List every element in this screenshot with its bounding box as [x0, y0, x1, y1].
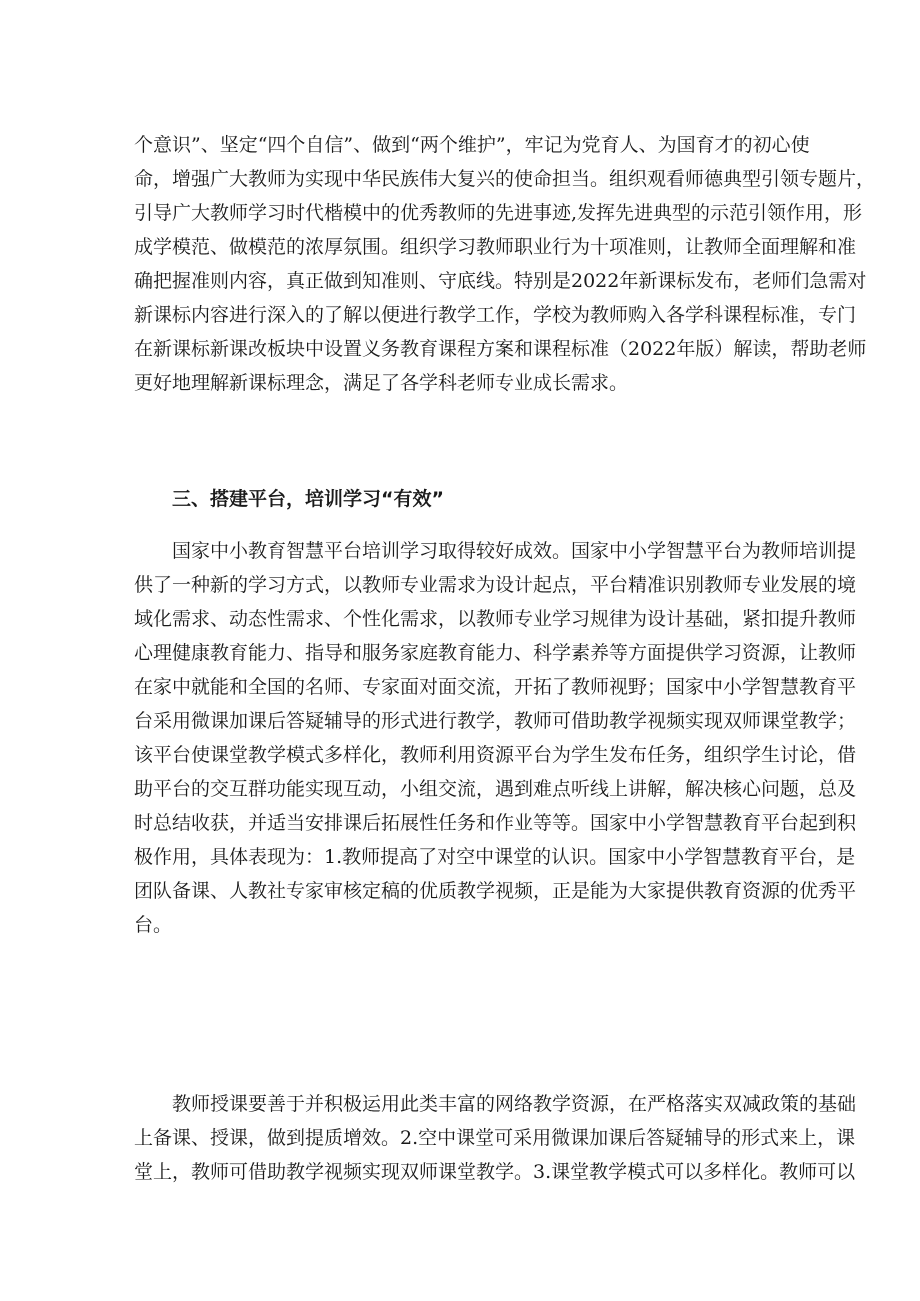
paragraph-line: 堂上，教师可借助教学视频实现双师课堂教学。3.课堂教学模式可以多样化。教师可以: [134, 1161, 856, 1183]
paragraph-line: 该平台使课堂教学模式多样化，教师利用资源平台为学生发布任务，组织学生讨论，借: [134, 744, 857, 766]
paragraph-1: [134, 128, 876, 400]
paragraph-3: [134, 1087, 857, 1189]
paragraph-line: 在新课标新课改板块中设置义务教育课程方案和课程标准（2022年版）解读，帮助老师: [134, 338, 867, 360]
paragraph-line: 个意识”、坚定“四个自信”、做到“两个维护”，牢记为党育人、为国育才的初心使: [134, 134, 810, 156]
paragraph-line: 供了一种新的学习方式，以教师专业需求为设计起点，平台精准识别教师专业发展的境: [134, 574, 857, 596]
paragraph-line: 更好地理解新课标理念，满足了各学科老师专业成长需求。: [134, 372, 629, 394]
paragraph-line: 新课标内容进行深入的了解以便进行教学工作，学校为教师购入各学科课程标准，专门: [134, 304, 857, 326]
paragraph-2: [134, 534, 857, 942]
section-heading: 三、搭建平台，培训学习“有效”: [172, 488, 444, 510]
paragraph-line: 台采用微课加课后答疑辅导的形式进行教学，教师可借助教学视频实现双师课堂教学；: [134, 710, 857, 732]
paragraph-line: 在家中就能和全国的名师、专家面对面交流，开拓了教师视野；国家中小学智慧教育平: [134, 676, 857, 698]
paragraph-line: 引导广大教师学习时代楷模中的优秀教师的先进事迹,发挥先进典型的示范引领作用，形: [134, 202, 863, 224]
paragraph-line: 时总结收获，并适当安排课后拓展性任务和作业等等。国家中小学智慧教育平台起到积: [134, 812, 857, 834]
paragraph-line: 成学模范、做模范的浓厚氛围。组织学习教师职业行为十项准则，让教师全面理解和准: [134, 236, 857, 258]
paragraph-line: 心理健康教育能力、指导和服务家庭教育能力、科学素养等方面提供学习资源，让教师: [134, 642, 857, 664]
paragraph-line: 上备课、授课，做到提质增效。2.空中课堂可采用微课加课后答疑辅导的形式来上，课: [134, 1127, 856, 1149]
paragraph-line: 团队备课、人教社专家审核定稿的优质教学视频，正是能为大家提供教育资源的优秀平: [134, 880, 857, 902]
paragraph-line: 教师授课要善于并积极运用此类丰富的网络教学资源，在严格落实双减政策的基础: [134, 1093, 857, 1115]
paragraph-line: 国家中小教育智慧平台培训学习取得较好成效。国家中小学智慧平台为教师培训提: [134, 540, 857, 562]
paragraph-line: 极作用，具体表现为：1.教师提高了对空中课堂的认识。国家中小学智慧教育平台，是: [134, 846, 856, 868]
paragraph-line: 助平台的交互群功能实现互动，小组交流，遇到难点听线上讲解，解决核心问题，总及: [134, 778, 857, 800]
paragraph-line: 命，增强广大教师为实现中华民族伟大复兴的使命担当。组织观看师德典型引领专题片，: [134, 168, 876, 190]
paragraph-line: 域化需求、动态性需求、个性化需求，以教师专业学习规律为设计基础，紧扣提升教师: [134, 608, 857, 630]
paragraph-line: 台。: [134, 914, 173, 936]
paragraph-line: 确把握准则内容，真正做到知准则、守底线。特别是2022年新课标发布，老师们急需对: [134, 270, 867, 292]
